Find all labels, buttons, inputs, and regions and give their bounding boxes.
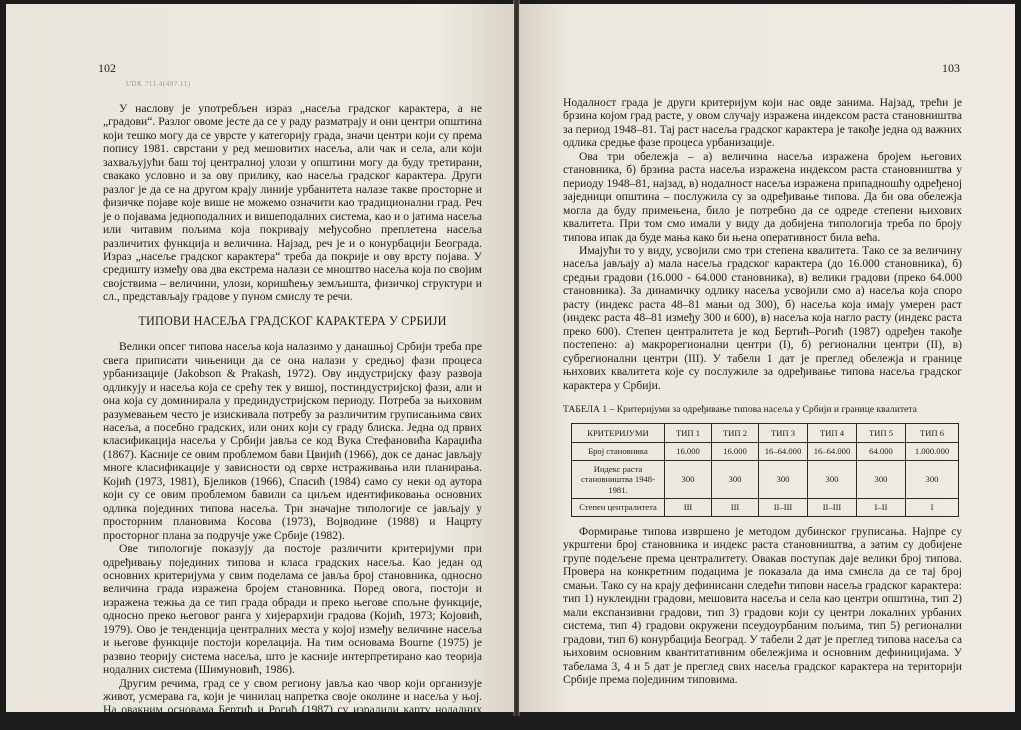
table-cell: 64.000 — [857, 443, 906, 461]
table-cell: 300 — [906, 460, 959, 499]
table-header-cell: ТИП 5 — [857, 423, 906, 443]
table-header-cell: ТИП 1 — [665, 423, 712, 443]
paragraph: Ова три обележја – а) величина насеља изражена бројем његових становника, б) брзина раста насеља изражена индексом раста становништва у периоду 1948–81, најзад, в) нодалност насеља изражена припадношћу одређеној заједници општина – послужила су за одређивање типова. Да би ова обележја могла да буду примењена, било је потребно да се одреде степени њихових квалитета. При том смо имали у виду да добијена типологија треба по броју типова ипак да буде мања како би њена оперативност била већа. — [563, 149, 962, 244]
table-cell: III — [665, 499, 712, 517]
table-header-cell: ТИП 6 — [906, 423, 959, 443]
paragraph: У наслову је употребљен израз „насеља градског карактера, а не „градови“. Разлог овоме јесте да се у раду разматрају и они центри општина који тешко могу да се уврсте у категорију града, значи центри који су према попису 1981. сврстани у ред мешовитих насеља, али чак и села, али који захваљујући баш тој централној улози у општини могу да буду третирани, свакако условно и за ову прилику, као насеља градског карактера. Други разлог је да се на другом крају линије урбанитета налазе такве просторне и физичке појаве које више не можемо означити као традиционални град. Реч је о појавама једноподалних и вишеподалних система, као и о јатима насеља или читавим пољима која покривају међусобно преплетена насеља различитих функција и величина. Најзад, реч је и о конурбацији Београда. Израз „насеље градског карактера“ треба да покрије и ову врсту појава. У средишту између ова два екстрема налази се мноштво насеља која по својим својствима – величини, улози, коришћењу земљишта, физичкој структури и сл., представљају градове у пуном смислу те речи. — [103, 102, 482, 304]
table-cell: I–II — [857, 499, 906, 517]
paragraph: Ове типологије показују да постоје различити критеријуми при одређивању појединих типова и класа градских насеља. Као један од основних критеријума у свим поделама се јавља број становника, односно величина града изражена бројем становника. Поред овога, постоји и изражена тежња да се тип града обради и преко његове спољне функције, односно преко његовог ранга у хијерархији градова (Којић, 1973; Којовић, 1979). Ово је тенденција централних места у којој између величине насеља и његове функције постоји корелација. На тим основама Bourne (1975) је развио теорију система насеља, што је касније интерпретирано као теорија нодалних система (Шимуновић, 1986). — [103, 542, 482, 677]
table-caption: ТАБЕЛА 1 – Критеријуми за одређивање типова насеља у Србији и границе квалитета — [563, 403, 917, 415]
table-cell: I — [906, 499, 959, 517]
paragraph: Велики опсег типова насеља која налазимо у данашњој Србији треба пре свега приписати чињеници да се она налази у средњој фази процеса урбанизације (Jakobson & Prakash, 1972). Ову индустријску фазу развоја одликују и насеља која се срећу тек у вишој, постиндустријској фази, али и она која су доминирала у прединдустријском периоду. Потреба за њиховим разумевањем често је изискивала потребу за различитим груписањима свих насеља, а посебно градских, или оних који су граду блиска. Једна од првих класификација насеља у Србији јавља се код Вука Стефановића Караџића (1867). Касније се овим проблемом бави Цвијић (1966), док се данас јављају многе класификације у зависности од сврхе истраживања или планирања. Којић (1973, 1981), Бјеликов (1966), Спасић (1984) само су неки од аутора који су се овим проблемом бавили са циљем идентификовања основних одлика појединих типова насеља. Три значајне типологије се јављају у просторним плановима Косова (1973), Војводине (1988) и Нацрту просторног плана за подручје уже Србије (1982). — [103, 340, 482, 542]
table-header-cell: ТИП 2 — [712, 423, 759, 443]
left-text-column — [103, 102, 482, 730]
table-row — [572, 443, 959, 461]
page-number: 103 — [942, 61, 960, 75]
right-text-column — [563, 96, 962, 686]
right-page — [519, 4, 1015, 712]
table-cell: 16–64.000 — [808, 443, 857, 461]
table-header-row — [572, 423, 959, 443]
table-row — [572, 499, 959, 517]
paragraph: Имајући то у виду, усвојили смо три степена квалитета. Тако се за величину насеља јављају а) мала насеља градског карактера (до 16.000 становника), б) средњи градови (16.000 - 64.000 становника), в) велики градови (преко 64.000 становника). За динамичку одлику насеља усвојили смо а) насеља која споро расту (индекс раста 48–81 мањи од 300), б) насеља која имају умерен раст (индекс раста 48–81 између 300 и 600), в) насеља која нагло расту (индекс раста преко 600). Степен централитета је код Бертић–Рогић (1987) одређен такође постепено: а) макрорегионални центри (I), б) регионални центри (II), в) субрегионални центри (III). У табели 1 дат је преглед обележја и границе њихових квалитета које су послужиле за одређивање типова насеља градског карактера у Србији. — [563, 243, 962, 392]
table-cell: 1.000.000 — [906, 443, 959, 461]
table-cell: 300 — [759, 460, 808, 499]
section-heading: ТИПОВИ НАСЕЉА ГРАДСКОГ КАРАКТЕРА У СРБИЈИ — [138, 313, 447, 328]
table-cell: II–III — [759, 499, 808, 517]
library-stamp: UDK 711.4(497.11) — [126, 80, 191, 88]
table-cell: 300 — [857, 460, 906, 499]
table-header-cell: ТИП 4 — [808, 423, 857, 443]
paragraph: Формирање типова извршено је методом дубинског груписања. Најпре су укрштени број становника и индекс раста становништва, а затим су добијене групе подељене према централитету. Овакав поступак даје велики број типова. Провера на конкретним подацима је показала да има смисла да се тај број смањи. Тако су на крају дефинисани следећи типови насеља градског карактера: тип 1) нуклеидни градови, мешовита насеља и села као центри општина, тип 2) мали експанзивни градови, тип 3) градови који су центри локалних урбаних система, тип 4) градови окружени псеудоурбаним пољима, тип 5) регионални градови, тип 6) конурбација Београд. У табели 2 дат је преглед типова насеља са њиховим основним квантитативним обележјима и основним дефиницијама. У табелама 3, 4 и 5 дат је преглед свих насеља градског карактера на територији Србије према појединим типовима. — [563, 524, 962, 686]
table-cell: 300 — [712, 460, 759, 499]
table-cell: 16–64.000 — [759, 443, 808, 461]
criteria-table — [571, 423, 959, 517]
table-cell: 16.000 — [665, 443, 712, 461]
left-page — [6, 4, 514, 730]
table-header-cell: ТИП 3 — [759, 423, 808, 443]
table-cell: III — [712, 499, 759, 517]
table-cell: II–III — [808, 499, 857, 517]
table-header-cell: КРИТЕРИЈУМИ — [572, 423, 665, 443]
table-cell: 300 — [665, 460, 712, 499]
table-cell: Индекс раста становништва 1948-1981. — [572, 460, 665, 499]
table-cell: 16.000 — [712, 443, 759, 461]
table-cell: 300 — [808, 460, 857, 499]
table-cell: Степен централитета — [572, 499, 665, 517]
table-row — [572, 460, 959, 499]
page-number: 102 — [98, 61, 116, 75]
paragraph: Другим речима, град се у свом региону јавља као чвор који организује живот, усмерава га, који је чинилац напретка своје околине и насеља у њој. На овакним основама Бертић и Рогић (1987) су израдили карту нодалних регија Југославије у оквиру које су и нодалне регије Србије. — [103, 676, 482, 730]
paragraph: Нодалност града је други критеријум који нас овде занима. Најзад, трећи је брзина којом град расте, у овом случају изражена индексом раста становништва за период 1948–81. Тај раст насеља градског карактера је такође једна од важних одлика средње фазе процеса урбанизације. — [563, 96, 962, 150]
table-cell: Број становника — [572, 443, 665, 461]
